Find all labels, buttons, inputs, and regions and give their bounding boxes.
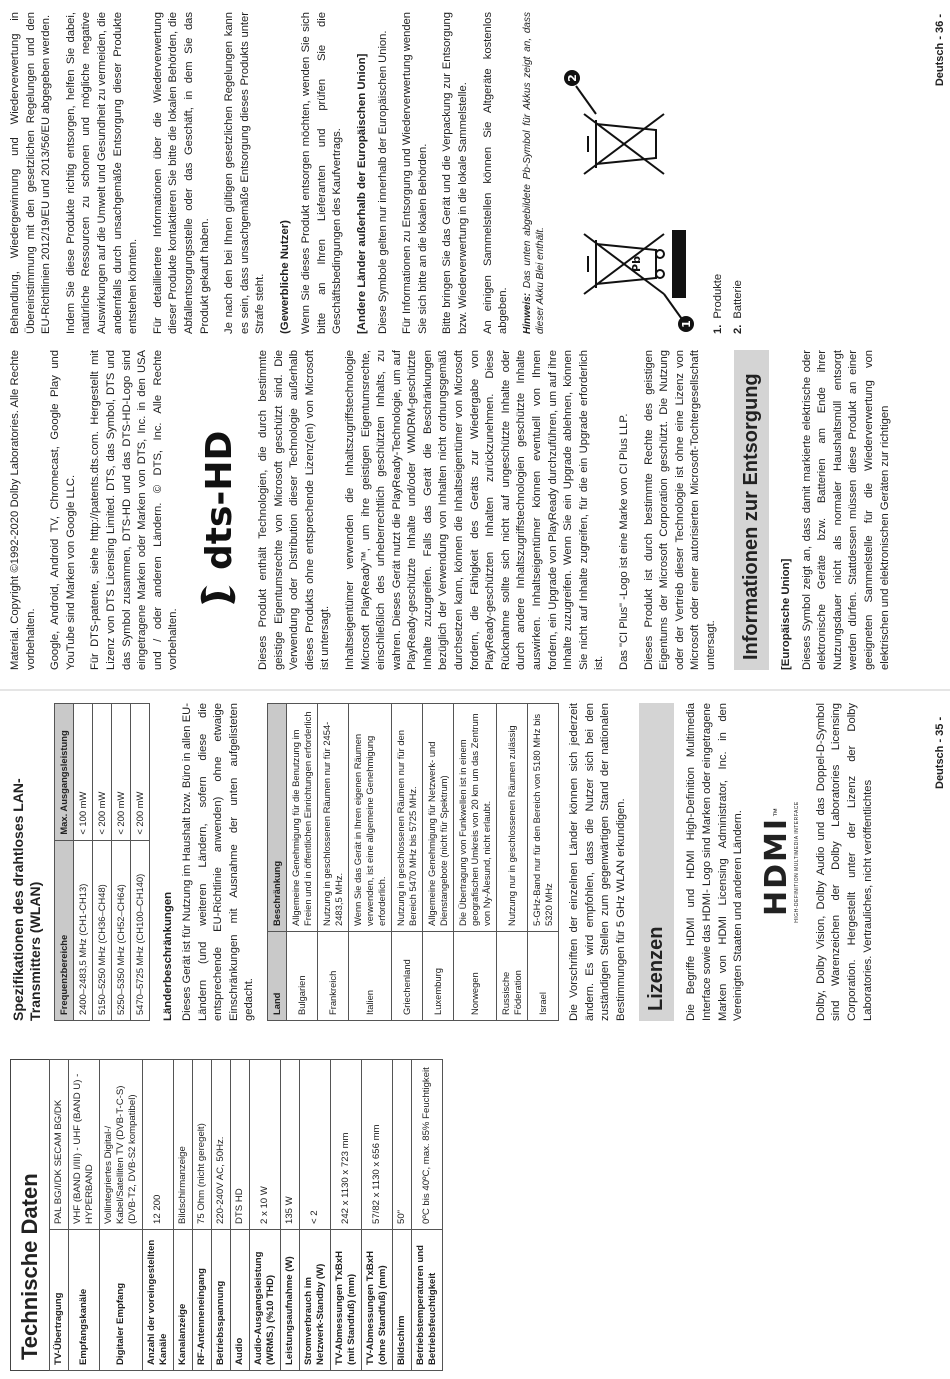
p36c1-p2: Google, Android, Android TV, Chromecast, Google Play und YouTube sind Marken von Google LLC. (49, 350, 77, 670)
hdmi-logo (759, 703, 800, 1021)
spec-key: Bildschirm (393, 1230, 412, 1371)
p36c2-p5: Wenn Sie dieses Produkt entsorgen möchten, wenden Sie sich bitte an Ihren Lieferanten und prüfen Sie die Geschäftsbedingungen des Kaufvertrags. (299, 12, 344, 334)
table-row (286, 704, 317, 1021)
p36c1-p4: Dieses Produkt enthält Technologien, die durch bestimmte geistige Eigentumsrechte von Microsoft geschützt sind. Die Verwendung oder Distribution dieser Technologie außerhalb dieses Produkts ohne entsprechende Lizenz(en) von Microsoft ist untersagt. (256, 350, 332, 670)
list-item: 2.Batterie (731, 280, 744, 334)
spec-key: Betriebsspannung (212, 1230, 231, 1371)
table-cell: < 200 mW (131, 704, 150, 841)
table-header-row (267, 704, 286, 1021)
table-header-row (55, 704, 74, 1021)
country-name: Russische Föderation (496, 932, 527, 1021)
country-name: Italien (348, 932, 391, 1021)
p36c2-p9: An einigen Sammelstellen können Sie Altgeräte kostenlos abgeben. (481, 12, 510, 334)
table-row (281, 1060, 300, 1371)
table-row (422, 704, 453, 1021)
table-row (231, 1060, 250, 1371)
spec-value: 57/82 x 1130 x 656 mm (362, 1060, 393, 1230)
hdmi-logo-graphic (759, 801, 800, 923)
table-row (496, 704, 527, 1021)
p36c2-p2: Indem Sie diese Produkte richtig entsorgen, helfen Sie dabei, natürliche Ressourcen zu schonen und mögliche negative Auswirkungen auf die Umwelt und Gesundheit zu vermeiden, die andernfalls durch unsachgemäße Entsorgung dieser Produkte entstehen könnten. (64, 12, 140, 334)
hdmi-trademark: ™ (771, 807, 782, 817)
p36c1-p8: Dieses Symbol zeigt an, dass damit markierte elektrische oder elektronische Geräte bzw. Batterien am Ende ihrer Nutzungsdauer nicht als normaler Haushaltsmüll entsorgt werden dürfen. Stattdessen müssen diese Produkt an einer geeigneten Sammelstelle für die Wiederverwertung von elektrischen und elektronischen Geräten zur richtigen (800, 350, 891, 670)
table-row (391, 704, 422, 1021)
lizenzen-p1: Die Begriffe HDMI und HDMI High-Definition Multimedia Interface sowie das HDMI- Logo sind Marken oder eingetragene Marken von HDMI Licensing Administrator, Inc. in den Vereinigten Staaten und anderen Ländern. (685, 703, 745, 1021)
column-header: Beschränkung (267, 704, 286, 932)
lizenzen-p2: Dolby, Dolby Vision, Dolby Audio und das Doppel-D-Symbol sind Warenzeichen der Dolby Laboratories Licensing Corporation. Hergestellt unter der Lizenz der Dolby Laboratories. Vertrauliches, nicht veröffentlichtes (814, 703, 874, 1021)
spec-key: Digitaler Empfang (100, 1230, 143, 1371)
callout-1: 1 (679, 320, 693, 328)
column-header: Max. Ausgangsleistung (55, 704, 74, 841)
spec-key: Audio-Ausgangsleistung (WRMS.) (%10 THD) (250, 1230, 281, 1371)
spec-value: DTS HD (231, 1060, 250, 1230)
spec-value: 220-240V AC, 50Hz. (212, 1060, 231, 1230)
table-row (100, 1060, 143, 1371)
wlan-table (54, 703, 150, 1021)
dts-hd-logo-text: dts-HD (198, 430, 240, 570)
table-row (317, 704, 348, 1021)
list-item: 1.Produkte (711, 273, 724, 334)
table-row (143, 1060, 174, 1371)
spec-key: Audio (231, 1230, 250, 1371)
country-restriction: Allgemeine Genehmigung für Netzwerk- und Dienstangebote (nicht für Spektrum) (422, 704, 453, 932)
table-row (453, 704, 496, 1021)
column-header: Frequenzbereiche (55, 840, 74, 1020)
spec-key: Kanalanzeige (174, 1230, 193, 1371)
spec-value: VHF (BAND I/III) - UHF (BAND U) - HYPERBAND (69, 1060, 100, 1230)
p36c1-p1: Material. Copyright ©1992-2020 Dolby Laboratories. Alle Rechte vorbehalten. (9, 350, 37, 670)
spec-value: 2 x 10 W (250, 1060, 281, 1230)
table-cell: 5470–5725 MHz (CH100–CH140) (131, 840, 150, 1020)
country-title: Länderbeschränkungen (162, 891, 174, 1021)
spec-key: RF-Antenneneingang (193, 1230, 212, 1371)
country-intro: Dieses Gerät ist für Nutzung im Haushalt bzw. Büro in allen EU-Ländern (und weiteren Ländern, sofern diese die entsprechende EU-Richtlinie anwenden) ohne etwaige Einschränkungen mit Ausnahme der unten aufgelisteten gedacht. (181, 703, 256, 1021)
hinweis (521, 12, 547, 334)
table-cell: 2400–2483,5 MHz (CH1-CH13) (74, 840, 93, 1020)
table-cell: 5150–5250 MHz (CH36–CH48) (93, 840, 112, 1020)
p36-col1 (8, 350, 902, 670)
country-name: Israel (527, 932, 558, 1021)
p36-col2 (8, 12, 752, 334)
country-table (267, 703, 559, 1021)
country-name: Luxemburg (422, 932, 453, 1021)
country-name: Bulgarien (286, 932, 317, 1021)
weee-symbols (556, 12, 706, 334)
p36c2-p8: Bitte bringen Sie das Gerät und die Verpackung zur Entsorgung bzw. Wiederverwertung in die lokale Sammelstelle. (441, 12, 470, 334)
tech-table (49, 1059, 443, 1371)
legend-list (712, 12, 744, 334)
footer-35: Deutsch - 35 - (934, 716, 946, 789)
andere-heading: [Andere Länder außerhalb der Europäischen Union] (355, 53, 368, 334)
hdmi-logo-tagline: HIGH-DEFINITION MULTIMEDIA INTERFACE (793, 801, 800, 923)
country-name: Griechenland (391, 932, 422, 1021)
spec-value: Bildschirmanzeige (174, 1060, 193, 1230)
tech-column (8, 1059, 443, 1371)
country-outro: Die Vorschriften der einzelnen Länder können sich jederzeit ändern. Es wird empfohlen, dass die Nutzer sich bei den zuständigen Stellen zum gegenwärtigen Stand der nationalen Bestimmungen für 5 GHz WLAN erkundigen. (567, 703, 627, 1021)
p36c2-p7: Für Informationen zu Entsorgung und Wiederverwertung wenden Sie sich bitte an die lokalen Behörden. (401, 12, 429, 334)
spec-value: 50" (393, 1060, 412, 1230)
page-35 (0, 690, 950, 1379)
country-restriction: Nutzung in geschlossenen Räumen nur für 2454-2483,5 MHz. (317, 704, 348, 932)
table-row (112, 704, 131, 1021)
spec-key: Anzahl der voreingestellten Kanäle (143, 1230, 174, 1371)
country-restriction: Nutzung nur in geschlossenen Räumen zulässig (496, 704, 527, 932)
dts-hd-logo-graphic (194, 410, 242, 610)
spec-key: Stromverbrauch im Netzwerk-Standby (W) (300, 1230, 331, 1371)
spec-key: TV-Abmessungen TxBxH (ohne Standfuß) (mm) (362, 1230, 393, 1371)
table-cell: < 100 mW (74, 704, 93, 841)
eu-heading: [Europäische Union] (779, 558, 792, 670)
spec-key: Leistungsaufnahme (W) (281, 1230, 300, 1371)
table-row (300, 1060, 331, 1371)
table-row (212, 1060, 231, 1371)
gewerb-heading: (Gewerbliche Nutzer) (278, 220, 291, 334)
p36c2-p1: Behandlung, Wiedergewinnung und Wiederverwertung in Übereinstimmung mit den gesetzlichen Regelungen und den EU-Richtlinien 2012/19/EU und 2013/56/EU abgegeben werden. (9, 12, 53, 334)
table-row (393, 1060, 412, 1371)
footer-36: Deutsch - 36 - (934, 14, 946, 87)
weee-bin-icons (556, 34, 706, 334)
p36c1-p5: Inhaltseigentümer verwenden die Inhaltszugriffstechnologie Microsoft PlayReady™, um ihre geistigen Eigentumsrechte, einschließlich des urheberrechtlich geschützten Inhalts, zu wahren. Dieses Gerät nutzt die PlayReady-Technologie, um auf PlayReady-geschützte Inhalte und/oder WMDRM-geschützte Inhalte zuzugreifen. Falls das Gerät die Beschränkungen bezüglich der Verwendung von Inhalten nicht ordnungsgemäß durchsetzen kann, können die Inhaltseigentümer von Microsoft fordern, die Fähigkeit des Geräts zur Wiedergabe von PlayReady-geschützten Inhalten zurückzunehmen. Diese Rücknahme sollte sich nicht auf ungeschützte Inhalte oder durch andere Inhaltszugriffstechnologien geschützte Inhalte auswirken. Inhaltseigentümer können eventuell von Ihnen fordern, ein Upgrade von PlayReady durchzuführen, um auf ihre Inhalte zuzugreifen. Wenn Sie ein Upgrade ablehnen, können Sie nicht auf Inhalte zugreifen, für die ein Upgrade erforderlich ist. (343, 350, 606, 670)
p36c1-p3: Für DTS-patente, siehe http://patents.dts.com. Hergestellt mit Lizenz von DTS Licensing Limited. DTS, das Symbol, DTS und das Symbol zusammen, DTS-HD und das DTS-HD-Logo sind eingetragene Marken oder Marken von DTS, Inc. in den USA und / oder anderen Ländern. © DTS, Inc. Alle Rechte vorbehalten. (89, 350, 180, 670)
table-cell: 5250–5350 MHz (CH52–CH64) (112, 840, 131, 1020)
spec-value: 0ºC bis 40ºC, max. 85% Feuchtigkeit (412, 1060, 443, 1230)
country-restriction: Die Übertragung von Funkwellen ist in einem geografischen Umkreis von 20 km um das Zentrum von Ny-Ålesund, nicht erlaubt. (453, 704, 496, 932)
table-row (131, 704, 150, 1021)
tech-title: Technische Daten (10, 1059, 49, 1371)
column-header: Land (267, 932, 286, 1021)
table-row (331, 1060, 362, 1371)
entsorgung-title: Informationen zur Entsorgung (734, 350, 769, 670)
spec-key: TV-Übertragung (50, 1230, 69, 1371)
table-row (74, 704, 93, 1021)
spec-value: 75 Ohm (nicht geregelt) (193, 1060, 212, 1230)
country-restriction: Nutzung in geschlossenen Räumen nur für den Bereich 5470 MHz bis 5725 MHz. (391, 704, 422, 932)
country-restriction: Wenn Sie das Gerät in Ihren eigenen Räumen verwenden, ist eine allgemeine Genehmigung erforderlich. (348, 704, 391, 932)
spec-value: 135 W (281, 1060, 300, 1230)
hinweis-label: Hinweis: (521, 292, 533, 334)
country-name: Frankreich (317, 932, 348, 1021)
spec-value: < 2 (300, 1060, 331, 1230)
table-row (412, 1060, 443, 1371)
country-restriction: Allgemeine Genehmigung für die Benutzung im Freien und in öffentlichen Einrichtungen erforderlich (286, 704, 317, 932)
table-row (193, 1060, 212, 1371)
wlan-title: Spezifikationen des drahtloses LAN-Transmitters (WLAN) (10, 778, 43, 1021)
table-cell: < 200 mW (112, 704, 131, 841)
callout-2: 2 (565, 74, 579, 82)
wlan-column (8, 703, 885, 1021)
p36c2-p4: Je nach den bei Ihnen gültigen gesetzlichen Regelungen kann es sein, dass unsachgemäße Entsorgung dieses Produkts unter Strafe steht. (223, 12, 267, 334)
spec-key: TV-Abmessungen TxBxH (mit Standfuß) (mm) (331, 1230, 362, 1371)
table-row (50, 1060, 69, 1371)
hdmi-logo-text: HDMI (758, 816, 794, 917)
table-row (348, 704, 391, 1021)
spec-key: Betriebstemperaturen und Betriebsfeuchtigkeit (412, 1230, 443, 1371)
spec-value: PAL BG/I/DK SECAM BG/DK (50, 1060, 69, 1230)
table-row (69, 1060, 100, 1371)
spec-value: Vollintegriertes Digital-/ Kabel/Satelliten TV (DVB-T-C-S) (DVB-T2, DVB-S2 kompatibel) (100, 1060, 143, 1230)
p36c1-p7: Dieses Produkt ist durch bestimmte Rechte des geistigen Eigentums der Microsoft Corporation geschützt. Die Nutzung oder der Vertrieb dieser Technologie ist ohne eine Lizenz von Microsoft oder einer autorisierten Microsoft-Tochtergesellschaft untersagt. (642, 350, 717, 670)
spec-key: Empfangskanäle (69, 1230, 100, 1371)
table-row (527, 704, 558, 1021)
p36c2-p6: Diese Symbole gelten nur innerhalb der Europäischen Union. (376, 30, 389, 334)
table-row (250, 1060, 281, 1371)
country-restriction: 5-GHz-Band nur für den Bereich von 5180 MHz bis 5320 MHz (527, 704, 558, 932)
pb-label: Pb (629, 256, 643, 272)
table-row (93, 704, 112, 1021)
spec-value: 12 200 (143, 1060, 174, 1230)
p36c1-p6: Das "CI Plus" -Logo ist eine Marke von CI Plus LLP. (618, 413, 630, 670)
table-row (174, 1060, 193, 1371)
table-row (362, 1060, 393, 1371)
spec-value: 242 x 1130 x 723 mm (331, 1060, 362, 1230)
dts-hd-logo (194, 350, 242, 670)
table-cell: < 200 mW (93, 704, 112, 841)
lizenzen-title: Lizenzen (639, 703, 674, 1021)
country-name: Norwegen (453, 932, 496, 1021)
hinweis-text: Das unten abgebildete Pb-Symbol für Akkus zeigt an, dass dieser Akku Blei enthält. (521, 12, 546, 334)
p36c2-p3: Für detailliertere Informationen über die Wiederverwertung dieser Produkte kontaktieren Sie bitte die lokalen Behörden, die Abfallentsorgungsstelle oder das Geschäft, in dem Sie das Produkt gekauft haben. (151, 12, 211, 334)
